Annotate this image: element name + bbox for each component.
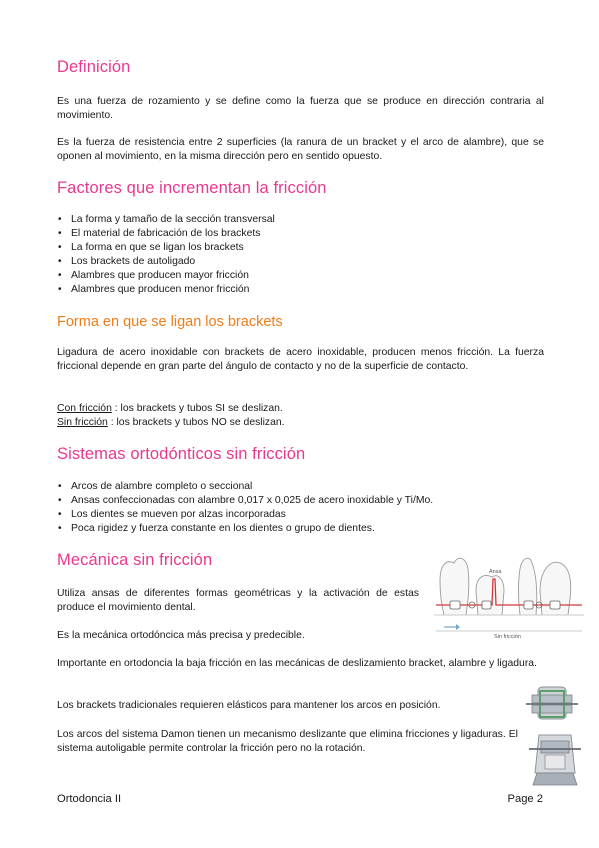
paragraph-sin-friccion [57, 416, 544, 430]
footer-course-name: Ortodoncia II [57, 793, 122, 805]
list-item: • Poca rigidez y fuerza constante en los dientes o grupo de dientes. [57, 522, 433, 536]
footer-page-number: Page 2 [507, 793, 543, 805]
paragraph-definicion-2: Es la fuerza de resistencia entre 2 superficies (la ranura de un bracket y el arco de alambre), que se oponen al movimiento, en la misma dirección pero en sentido opuesto. [57, 137, 544, 162]
list-item: • Alambres que producen menor fricción [57, 283, 275, 297]
heading-definicion: Definición [57, 58, 131, 76]
heading-forma: Forma en que se ligan los brackets [57, 314, 283, 330]
paragraph-mecanica-5: Los arcos del sistema Damon tienen un mecanismo deslizante que elimina fricciones y ligaduras. El sistema autoligable permite controlar la fricción pero no la rotación. [57, 729, 518, 754]
heading-sistemas: Sistemas ortodónticos sin fricción [57, 445, 306, 463]
paragraph-forma: Ligadura de acero inoxidable con brackets de acero inoxidable, producen menos fricción. La fuerza friccional depende en gran parte del ángulo de contacto y no de la superficie de contacto. [57, 347, 544, 372]
paragraph-mecanica-4: Los brackets tradicionales requieren elásticos para mantener los arcos en posición. [57, 700, 441, 711]
sin-friccion-diagram [432, 551, 589, 641]
list-item: • Alambres que producen mayor fricción [57, 269, 275, 283]
list-item: • Arcos de alambre completo o seccional [57, 480, 433, 494]
list-item: • Ansas confeccionadas con alambre 0,017 x 0,025 de acero inoxidable y Ti/Mo. [57, 494, 433, 508]
list-item: • El material de fabricación de los brackets [57, 227, 275, 241]
paragraph-mecanica-1: Utiliza ansas de diferentes formas geométricas y la activación de estas produce el movimiento dental. [57, 588, 419, 613]
paragraph-mecanica-3: Importante en ortodoncia la baja fricción en las mecánicas de deslizamiento bracket, alambre y ligadura. [57, 658, 537, 669]
list-item: • Los brackets de autoligado [57, 255, 275, 269]
list-sistemas [57, 480, 433, 536]
paragraph-definicion-1: Es una fuerza de rozamiento y se define como la fuerza que se produce en dirección contraria al movimiento. [57, 96, 544, 121]
heading-mecanica: Mecánica sin fricción [57, 551, 213, 569]
sin-friccion-caption: Sin fricción [494, 634, 521, 640]
list-item: • La forma en que se ligan los brackets [57, 241, 275, 255]
sin-friccion-label: Sin fricción [57, 417, 108, 428]
con-friccion-label: Con fricción [57, 403, 112, 414]
list-factores [57, 213, 275, 296]
heading-factores: Factores que incrementan la fricción [57, 179, 327, 197]
self-ligating-bracket-image [527, 729, 583, 787]
paragraph-con-friccion [57, 402, 544, 416]
con-friccion-text: : los brackets y tubos SI se deslizan. [111, 403, 283, 414]
traditional-bracket-image [524, 683, 580, 725]
list-item: • La forma y tamaño de la sección transversal [57, 213, 275, 227]
list-item: • Los dientes se mueven por alzas incorporadas [57, 508, 433, 522]
ansa-label: Ansa [489, 569, 502, 575]
sin-friccion-text: : los brackets y tubos NO se deslizan. [107, 417, 285, 428]
paragraph-mecanica-2: Es la mecánica ortodóncica más precisa y predecible. [57, 630, 305, 641]
